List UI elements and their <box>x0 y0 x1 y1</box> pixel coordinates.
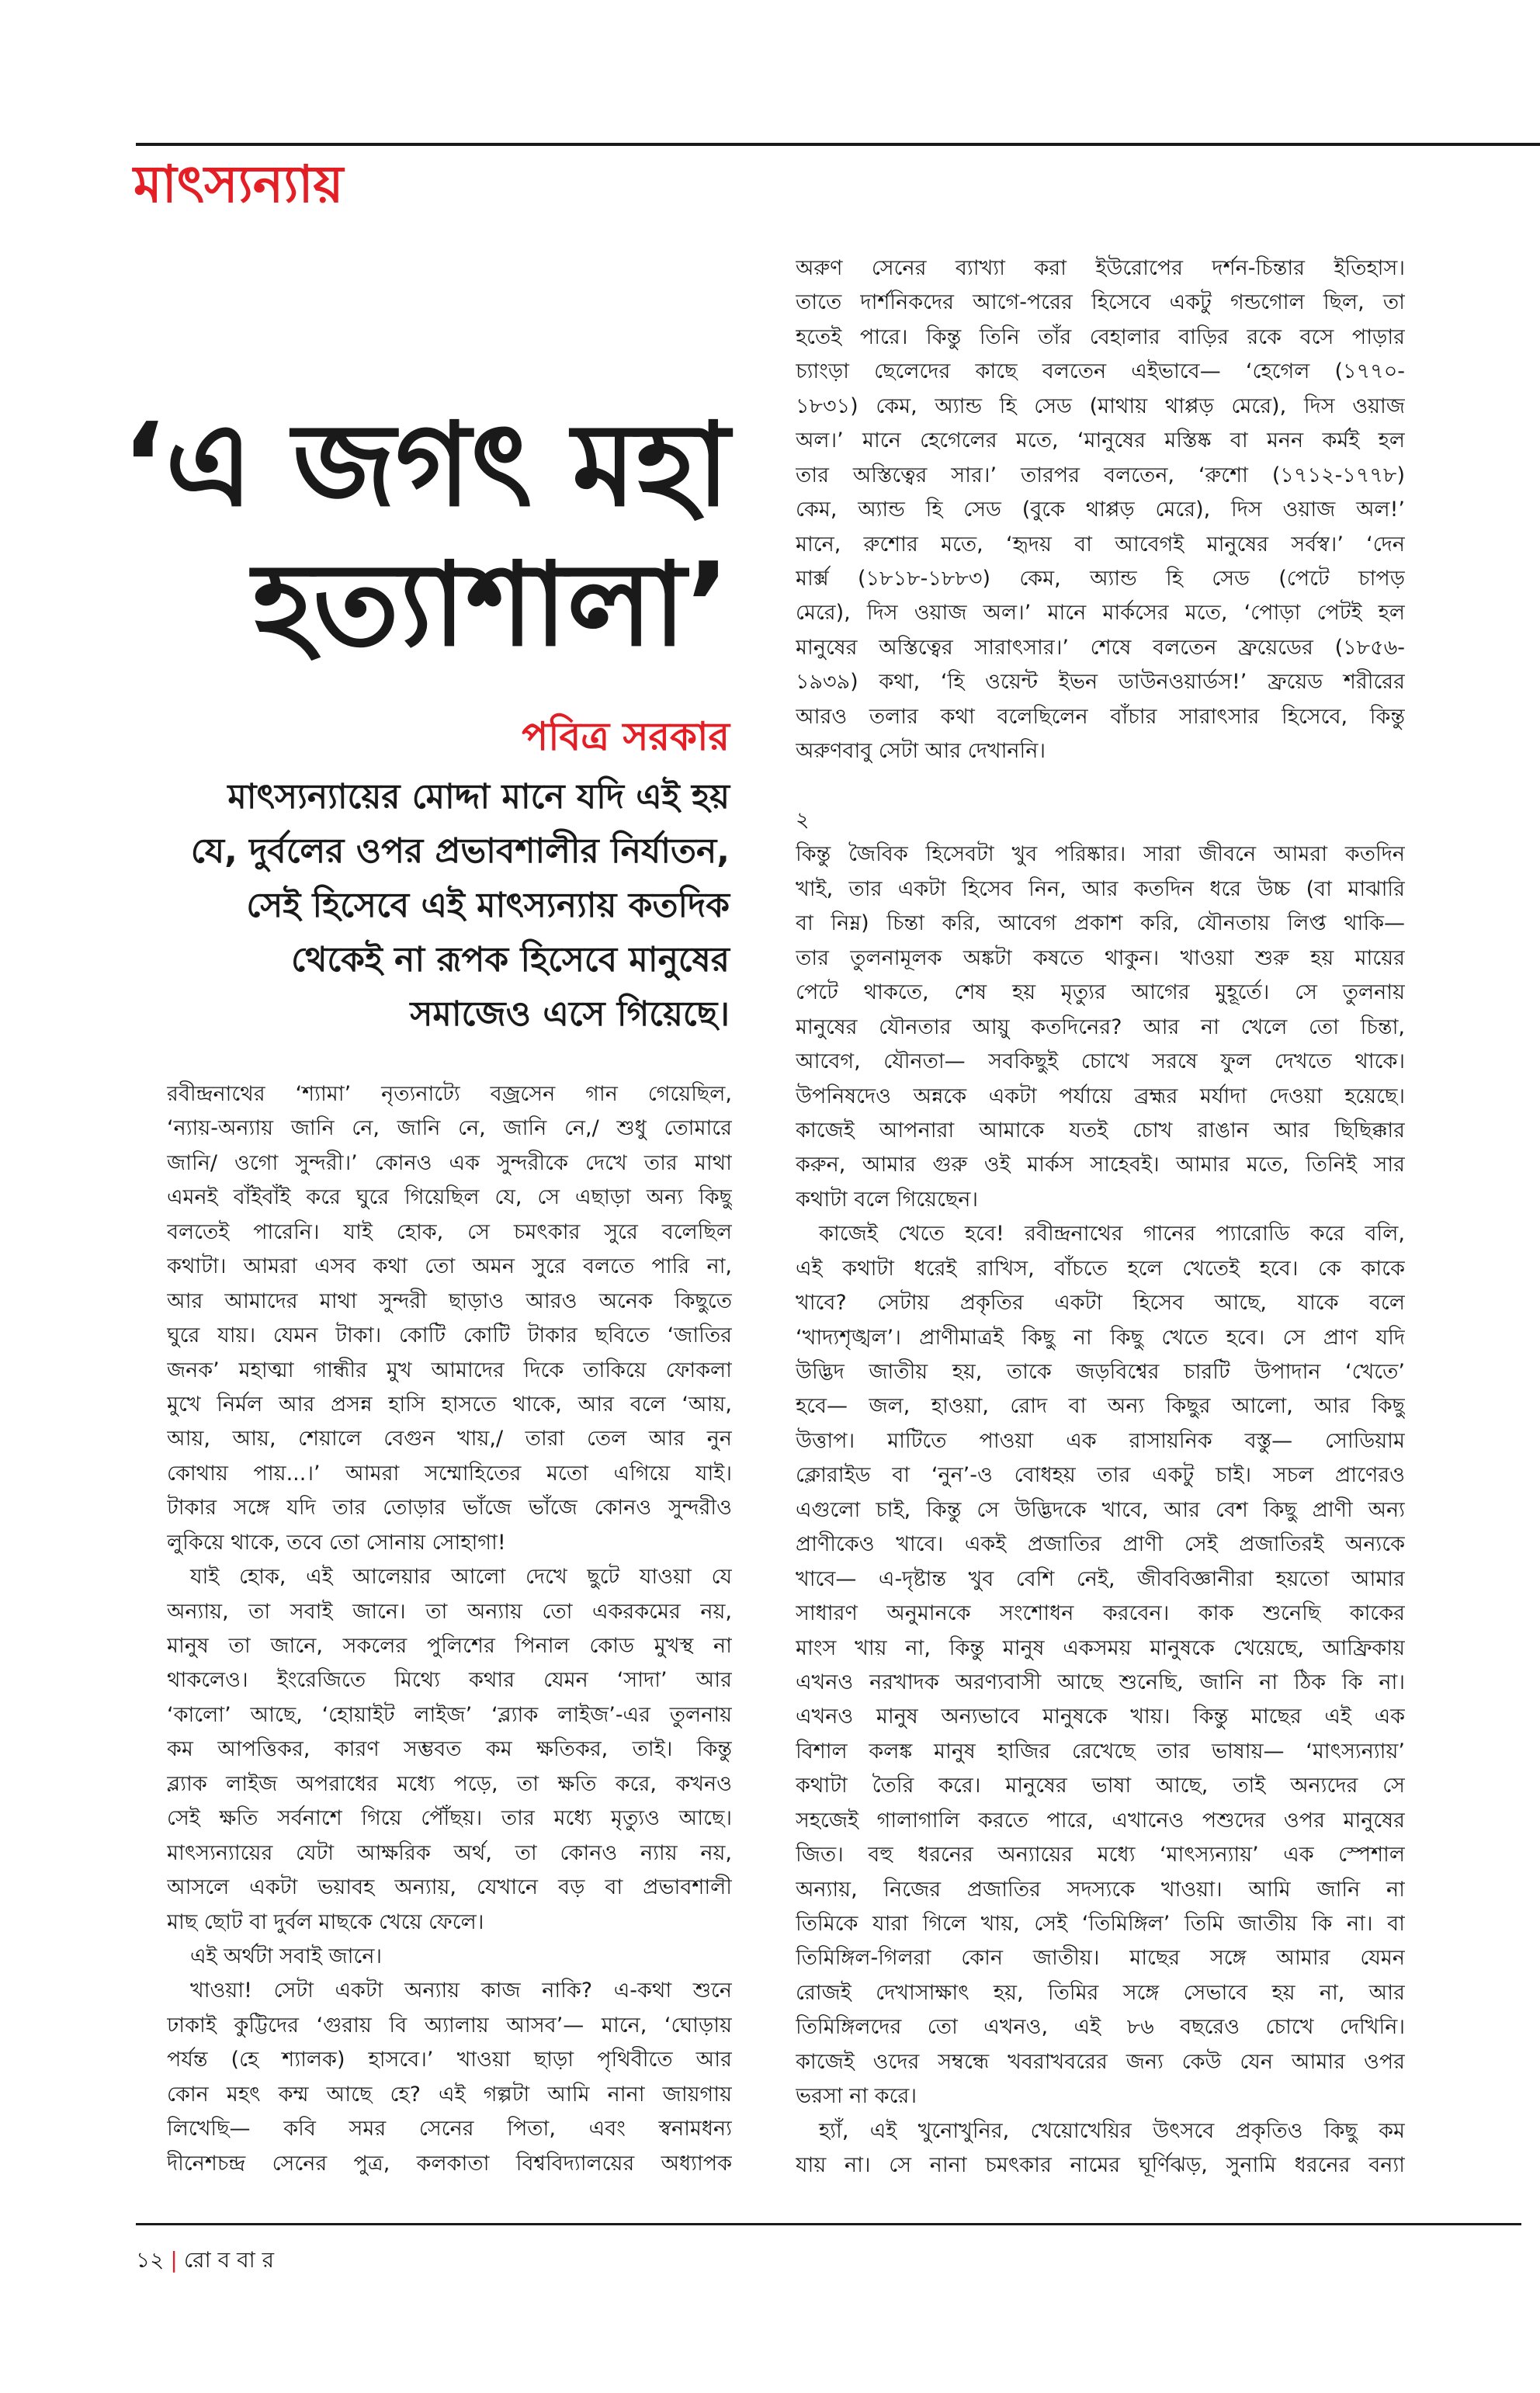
body-text-line: অরুণবাবু সেটা আর দেখাননি। <box>796 739 1046 764</box>
body-text-line: এখনও মানুষ অন্যভাবে মানুষকে খায়। কিন্তু মাছের এই এক <box>796 1705 1405 1729</box>
body-text-line: কেম, অ্যান্ড হি সেড (বুকে থাপ্পড় মেরে), দিস ওয়াজ অল!’ <box>796 498 1405 522</box>
body-text-line: চ্যাংড়া ছেলেদের কাছে বলতেন এইভাবে— ‘হেগেল (১৭৭০- <box>796 359 1405 384</box>
body-text-line: টাকার সঙ্গে যদি তার তোড়ার ভাঁজে ভাঁজে কোনও সুন্দরীও <box>167 1496 732 1521</box>
body-text-line: লিখেছি— কবি সমর সেনের পিতা, এবং স্বনামধন্য <box>167 2117 732 2142</box>
body-text-line: রোজই দেখাসাক্ষাৎ হয়, তিমির সঙ্গে সেভাবে হয় না, আর <box>796 1980 1405 2005</box>
body-text-line: খাবে? সেটায় প্রকৃতির একটা হিসেব আছে, যাকে বলে <box>796 1291 1405 1316</box>
body-text-line: অল।’ মানে হেগেলের মতে, ‘মানুষের মস্তিষ্ক বা মনন কর্মই হল <box>796 428 1405 453</box>
body-text-line: কম আপত্তিকর, কারণ সম্ভবত কম ক্ষতিকর, তাই। কিন্তু <box>167 1737 732 1762</box>
body-text-line: যায় না। সে নানা চমৎকার নামের ঘূর্ণিঝড়, সুনামি ধরনের বন্যা <box>796 2153 1405 2178</box>
body-text-line: পর্যন্ত (হে শ্যালক) হাসবে।’ খাওয়া ছাড়া পৃথিবীতে আর <box>167 2048 732 2072</box>
body-text-line: মানুষ তা জানে, সকলের পুলিশের পিনাল কোড মুখস্থ না <box>167 1634 732 1658</box>
body-text-line: কিন্তু জৈবিক হিসেবটা খুব পরিষ্কার। সারা জীবনে আমরা কতদিন <box>796 842 1405 867</box>
spacer <box>796 769 1405 803</box>
body-text-line: এগুলো চাই, কিন্তু সে উদ্ভিদকে খাবে, আর বেশ কিছু প্রাণী অন্য <box>796 1497 1405 1522</box>
body-text-line: অরুণ সেনের ব্যাখ্যা করা ইউরোপের দর্শন-চিন্তার ইতিহাস। <box>796 256 1405 280</box>
body-text-line: হতেই পারে। কিন্তু তিনি তাঁর বেহালার বাড়ির রকে বসে পাড়ার <box>796 324 1405 349</box>
body-column-left <box>167 1077 732 2181</box>
page-number: ১২ <box>136 2247 165 2273</box>
body-text-line: আয়, আয়, শেয়ালে বেগুন খায়,/ তারা তেল আর নুন <box>167 1427 732 1451</box>
body-text-line: সেই ক্ষতি সর্বনাশে গিয়ে পৌঁছয়। তার মধ্যে মৃত্যুও আছে। <box>167 1806 732 1831</box>
body-text-line: কাজেই ওদের সম্বন্ধে খবরাখবরের জন্য কেউ যেন আমার ওপর <box>796 2049 1405 2074</box>
body-text-line: আর আমাদের মাথা সুন্দরী ছাড়াও আরও অনেক কিছুতে <box>167 1288 732 1313</box>
author-byline: পবিত্র সরকার <box>522 714 730 759</box>
body-text-line: মাংস খায় না, কিন্তু মানুষ একসময় মানুষকে খেয়েছে, আফ্রিকায় <box>796 1635 1405 1660</box>
body-text-line: ঢাকাই কুট্টিদের ‘গুরায় বি অ্যালায় আসব’— মানে, ‘ঘোড়ায় <box>167 2013 732 2038</box>
body-text-line: থাকলেও। ইংরেজিতে মিথ্যে কথার যেমন ‘সাদা’ আর <box>167 1668 732 1693</box>
body-text-line: মানুষের যৌনতার আয়ু কতদিনের? আর না খেলে তো চিন্তা, <box>796 1014 1405 1039</box>
body-text-line: তিমিঙ্গিলদের তো এখনও, এই ৮৬ বছরেও চোখে দেখিনি। <box>796 2015 1405 2040</box>
body-text-line: মানে, রুশোর মতে, ‘হৃদয় বা আবেগই মানুষের সর্বস্ব।’ ‘দেন <box>796 532 1405 557</box>
body-text-line: মার্ক্স (১৮১৮-১৮৮৩) কেম, অ্যান্ড হি সেড (পেটে চাপড় <box>796 566 1405 591</box>
body-text-line: দীনেশচন্দ্র সেনের পুত্র, কলকাতা বিশ্ববিদ্যালয়ের অধ্যাপক <box>167 2151 732 2176</box>
section-label: মাৎস্যন্যায় <box>134 154 344 214</box>
body-text-line: ‘কালো’ আছে, ‘হোয়াইট লাইজ’ ‘ব্ল্যাক লাইজ’-এর তুলনায় <box>167 1702 732 1727</box>
body-text-line: খাবে— এ-দৃষ্টান্ত খুব বেশি নেই, জীববিজ্ঞানীরা হয়তো আমার <box>796 1566 1405 1591</box>
body-text-line: তাতে দার্শনিকদের আগে-পরের হিসেবে একটু গন্ডগোল ছিল, তা <box>796 290 1405 315</box>
bottom-divider <box>136 2223 1521 2225</box>
body-text-line: হবে— জল, হাওয়া, রোদ বা অন্য কিছুর আলো, আর কিছু <box>796 1394 1405 1419</box>
body-text-line: ভরসা না করে। <box>796 2084 917 2109</box>
deck-line: থেকেই না রূপক হিসেবে মানুষের <box>291 940 730 980</box>
body-text-line: সহজেই গালাগালি করতে পারে, এখানেও পশুদের ওপর মানুষের <box>796 1808 1405 1833</box>
body-text-line: এখনও নরখাদক অরণ্যবাসী আছে শুনেছি, জানি না ঠিক কি না। <box>796 1670 1405 1694</box>
body-text-line: খাওয়া! সেটা একটা অন্যায় কাজ নাকি? এ-কথা শুনে <box>190 1979 732 2003</box>
body-text-line: উত্তাপ। মাটিতে পাওয়া এক রাসায়নিক বস্তু— সোডিয়াম <box>796 1428 1405 1453</box>
body-text-line: অন্যায়, নিজের প্রজাতির সদস্যকে খাওয়া। আমি জানি না <box>796 1877 1405 1902</box>
body-text-line: কাজেই আপনারা আমাকে যতই চোখ রাঙান আর ছিছিক্কার <box>796 1118 1405 1143</box>
body-text-line: কথাটা। আমরা এসব কথা তো অমন সুরে বলতে পারি না, <box>167 1254 732 1279</box>
body-text-line: কথাটা তৈরি করে। মানুষের ভাষা আছে, তাই অন্যদের সে <box>796 1774 1405 1798</box>
body-text-line: কথাটা বলে গিয়েছেন। <box>796 1187 979 1212</box>
body-text-line: খাই, তার একটা হিসেব নিন, আর কতদিন ধরে উচ্চ (বা মাঝারি <box>796 876 1405 901</box>
body-text-line: তিমিকে যারা গিলে খায়, সেই ‘তিমিঙ্গিল’ তিমি জাতীয় কি না। বা <box>796 1912 1405 1936</box>
body-text-line: ব্ল্যাক লাইজ অপরাধের মধ্যে পড়ে, তা ক্ষতি করে, কখনও <box>167 1771 732 1796</box>
body-text-line: ‘খাদ্যশৃঙ্খল’। প্রাণীমাত্রই কিছু না কিছু খেতে হবে। সে প্রাণ যদি <box>796 1325 1405 1350</box>
body-text-line: ঘুরে যায়। যেমন টাকা। কোটি কোটি টাকার ছবিতে ‘জাতির <box>167 1323 732 1348</box>
body-text-line: কোন মহৎ কম্ম আছে হে? এই গল্পটা আমি নানা জায়গায় <box>167 2082 732 2107</box>
body-text-line: তিমিঙ্গিল-গিলরা কোন জাতীয়। মাছের সঙ্গে আমার যেমন <box>796 1946 1405 1971</box>
body-text-line: ক্লোরাইড বা ‘নুন’-ও বোধহয় তার একটু চাই। সচল প্রাণেরও <box>796 1463 1405 1488</box>
body-text-line: এই কথাটা ধরেই রাখিস, বাঁচতে হলে খেতেই হবে। কে কাকে <box>796 1256 1405 1281</box>
body-text-line: মাৎস্যন্যায়ের যেটা আক্ষরিক অর্থ, তা কোনও ন্যায় নয়, <box>167 1840 732 1865</box>
body-text-line: হ্যাঁ, এই খুনোখুনির, খেয়োখেয়ির উৎসবে প্রকৃতিও কিছু কম <box>819 2118 1405 2143</box>
deck-line: সেই হিসেবে এই মাৎস্যন্যায় কতদিক <box>246 886 730 925</box>
body-text-line: যাই হোক, এই আলেয়ার আলো দেখে ছুটে যাওয়া যে <box>190 1565 732 1590</box>
body-text-line: কোথায় পায়...।’ আমরা সম্মোহিতের মতো এগিয়ে যাই। <box>167 1461 732 1486</box>
headline-line-2: হত্যাশালা’ <box>252 538 730 671</box>
body-text-line: অন্যায়, তা সবাই জানে। তা অন্যায় তো একরকমের নয়, <box>167 1599 732 1624</box>
body-text-line: উদ্ভিদ জাতীয় হয়, তাকে জড়বিশ্বের চারটি উপাদান ‘খেতে’ <box>796 1360 1405 1384</box>
body-text-line: ১৮৩১) কেম, অ্যান্ড হি সেড (মাথায় থাপ্পড় মেরে), দিস ওয়াজ <box>796 394 1405 418</box>
body-text-line: জিত। বহু ধরনের অন্যায়ের মধ্যে ‘মাৎস্যন্যায়’ এক স্পেশাল <box>796 1843 1405 1868</box>
body-column-right <box>796 251 1405 2183</box>
body-text-line: প্রাণীকেও খাবে। একই প্রজাতির প্রাণী সেই প্রজাতিরই অন্যকে <box>796 1532 1405 1557</box>
body-text-line: রবীন্দ্রনাথের ‘শ্যামা’ নৃত্যনাট্যে বজ্রসেন গান গেয়েছিল, <box>167 1082 732 1106</box>
magazine-name: রো ব বা র <box>183 2247 275 2273</box>
footer-separator: | <box>170 2247 178 2273</box>
body-text-line: এই অর্থটা সবাই জানে। <box>190 1944 383 1968</box>
body-text-line: আরও তলার কথা বলেছিলেন বাঁচার সারাৎসার হিসেবে, কিন্তু <box>796 704 1405 729</box>
body-text-line: করুন, আমার গুরু ওই মার্কস সাহেবই। আমার মতে, তিনিই সার <box>796 1153 1405 1177</box>
body-text-line: তার অস্তিত্বের সার।’ তারপর বলতেন, ‘রুশো (১৭১২-১৭৭৮) <box>796 463 1405 487</box>
top-divider <box>136 143 1540 146</box>
body-text-line: আসলে একটা ভয়াবহ অন্যায়, যেখানে বড় বা প্রভাবশালী <box>167 1875 732 1900</box>
section-number: ২ <box>796 808 810 832</box>
body-text-line: ১৯৩৯) কথা, ‘হি ওয়েন্ট ইভন ডাউনওয়ার্ডস!’ ফ্রয়েড শরীরের <box>796 670 1405 695</box>
body-text-line: বা নিম্ন) চিন্তা করি, আবেগ প্রকাশ করি, যৌনতায় লিপ্ত থাকি— <box>796 911 1405 936</box>
body-text-line: জনক’ মহাত্মা গান্ধীর মুখ আমাদের দিকে তাকিয়ে ফোকলা <box>167 1358 732 1382</box>
deck-line: যে, দুর্বলের ওপর প্রভাবশালীর নির্যাতন, <box>190 831 730 871</box>
body-text-line: কাজেই খেতে হবে! রবীন্দ্রনাথের গানের প্যারোডি করে বলি, <box>819 1222 1405 1247</box>
body-text-line: মুখে নির্মল আর প্রসন্ন হাসি হাসতে থাকে, আর বলে ‘আয়, <box>167 1392 732 1417</box>
body-text-line: উপনিষদেও অন্নকে একটা পর্যায়ে ব্রহ্মর মর্যাদা দেওয়া হয়েছে। <box>796 1084 1405 1108</box>
body-text-line: আবেগ, যৌনতা— সবকিছুই চোখে সরষে ফুল দেখতে থাকে। <box>796 1049 1405 1074</box>
body-text-line: জানি/ ওগো সুন্দরী।’ কোনও এক সুন্দরীকে দেখে তার মাথা <box>167 1150 732 1175</box>
body-text-line: মাছ ছোট বা দুর্বল মাছকে খেয়ে ফেলে। <box>167 1909 484 1934</box>
body-text-line: লুকিয়ে থাকে, তবে তো সোনায় সোহাগা! <box>167 1530 506 1555</box>
body-text-line: এমনই বাঁইবাঁই করে ঘুরে গিয়েছিল যে, সে এছাড়া অন্য কিছু <box>167 1185 732 1210</box>
body-text-line: সাধারণ অনুমানকে সংশোধন করবেন। কাক শুনেছি কাকের <box>796 1601 1405 1626</box>
body-text-line: মানুষের অস্তিত্বের সারাৎসার।’ শেষে বলতেন ফ্রয়েডের (১৮৫৬- <box>796 635 1405 660</box>
deck-line: মাৎস্যন্যায়ের মোদ্দা মানে যদি এই হয় <box>227 777 730 817</box>
body-text-line: বিশাল কলঙ্ক মানুষ হাজির রেখেছে তার ভাষায়— ‘মাৎস্যন্যায়’ <box>796 1739 1405 1764</box>
body-text-line: ‘ন্যায়-অন্যায় জানি নে, জানি নে, জানি নে,/ শুধু তোমারে <box>167 1116 732 1141</box>
body-text-line: মেরে), দিস ওয়াজ অল।’ মানে মার্কসের মতে, ‘পোড়া পেটই হল <box>796 601 1405 626</box>
body-text-line: তার তুলনামূলক অঙ্কটা কষতে থাকুন। খাওয়া শুরু হয় মায়ের <box>796 945 1405 970</box>
body-text-line: বলতেই পারেনি। যাই হোক, সে চমৎকার সুরে বলেছিল <box>167 1219 732 1244</box>
body-text-line: পেটে থাকতে, শেষ হয় মৃত্যুর আগের মুহূর্তে। সে তুলনায় <box>796 980 1405 1005</box>
headline-line-1: ‘এ জগৎ মহা <box>121 398 730 532</box>
page-footer <box>136 2243 274 2280</box>
deck-line: সমাজেও এসে গিয়েছে। <box>410 994 730 1034</box>
